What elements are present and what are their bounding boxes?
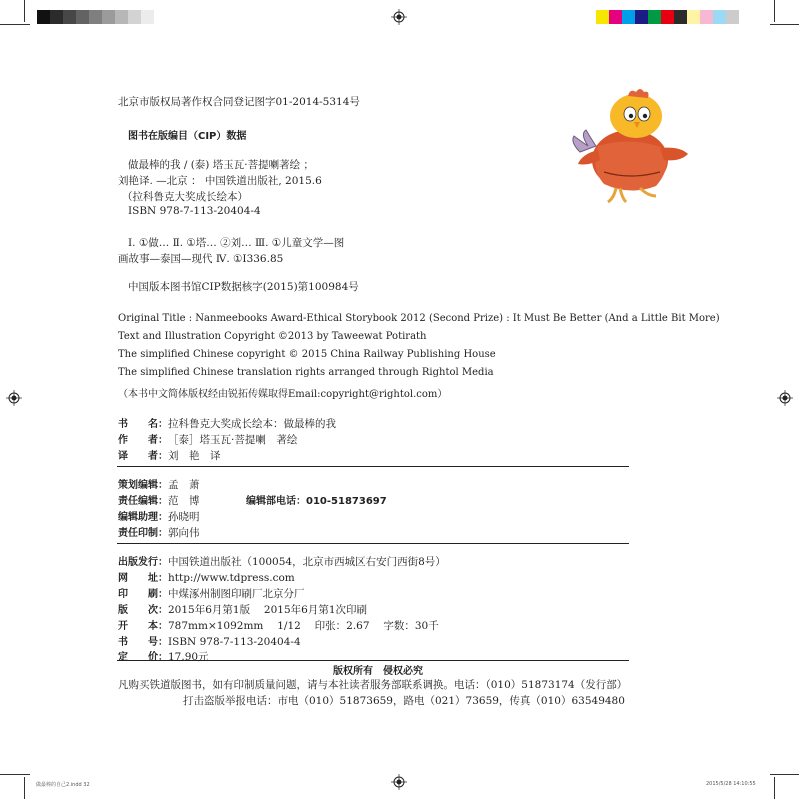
- editor-row: [118, 508, 200, 524]
- color-swatch: [635, 10, 648, 24]
- publishing-row: [118, 601, 367, 617]
- grayscale-calibration-bar: [37, 10, 154, 24]
- english-line: The simplified Chinese translation rights arranged through Rightol Media: [118, 367, 494, 378]
- gray-swatch: [89, 10, 102, 24]
- crop-mark: [24, 777, 25, 799]
- cip-line: （拉科鲁克大奖成长绘本）: [122, 191, 248, 203]
- cip-class-line: 画故事—泰国—现代 Ⅳ. ①I336.85: [118, 253, 284, 265]
- credit-row: [118, 415, 336, 431]
- divider: [117, 543, 629, 544]
- publishing-label: 版 次：: [118, 605, 168, 616]
- gray-swatch: [115, 10, 128, 24]
- timestamp: 2015/5/28 14:10:55: [706, 781, 756, 787]
- color-swatch: [661, 10, 674, 24]
- crop-mark: [774, 777, 775, 799]
- editor-label: 策划编辑：: [118, 480, 168, 491]
- color-swatch: [687, 10, 700, 24]
- cip-line: 刘艳译. —北京 ： 中国铁道出版社, 2015.6: [118, 175, 322, 187]
- editor-row: [118, 492, 200, 508]
- publishing-value: 787mm×1092mm 1/12 印张：2.67 字数：30千: [168, 620, 439, 632]
- english-line: Text and Illustration Copyright ©2013 by Taweewat Potirath: [118, 331, 427, 342]
- credit-value: 拉科鲁克大奖成长绘本：做最棒的我: [168, 418, 336, 430]
- english-line: The simplified Chinese copyright © 2015 China Railway Publishing House: [118, 349, 496, 360]
- credit-value: 刘 艳 译: [168, 450, 221, 462]
- quality-notice: 凡购买铁道版图书，如有印制质量问题，请与本社读者服务部联系调换。电话：（010）51873174（发行部）: [118, 679, 628, 691]
- color-swatch: [609, 10, 622, 24]
- divider: [117, 466, 629, 467]
- publishing-label: 开 本：: [118, 621, 168, 632]
- editor-phone: 编辑部电话：010-51873697: [246, 496, 387, 507]
- publishing-row: [118, 569, 295, 584]
- english-line: Original Title : Nanmeebooks Award-Ethical Storybook 2012 (Second Prize) : It Must Be Better (And a Little Bit More): [118, 313, 720, 324]
- copyright-registration: 北京市版权局著作权合同登记图字01-2014-5314号: [118, 96, 360, 108]
- publishing-value: http://www.tdpress.com: [168, 572, 295, 584]
- cip-line: 做最棒的我 / (泰) 塔玉瓦·菩提喇著绘 ；: [128, 159, 314, 171]
- editor-value: 郭向伟: [168, 527, 200, 539]
- editor-label: 责任编辑：: [118, 496, 168, 507]
- rights-reserved: 版权所有 侵权必究: [333, 666, 423, 677]
- credit-label: 译 者：: [118, 451, 168, 462]
- editor-value: 范 博: [168, 495, 200, 507]
- publishing-row: [118, 633, 301, 648]
- color-swatch: [648, 10, 661, 24]
- crop-mark: [770, 774, 799, 775]
- file-name: 做最棒的自己2.indd 32: [36, 782, 90, 788]
- registration-mark-top-icon: [391, 9, 407, 25]
- publishing-label: 定 价：: [118, 652, 168, 663]
- registration-mark-left-icon: [6, 390, 22, 406]
- publishing-value: ISBN 978-7-113-20404-4: [168, 636, 301, 648]
- cip-verify: 中国版本图书馆CIP数据核字(2015)第100984号: [128, 281, 359, 293]
- publishing-value: 中国铁道出版社（100054，北京市西城区右安门西街8号）: [168, 556, 446, 568]
- registration-mark-bottom-icon: [391, 774, 407, 790]
- gray-swatch: [76, 10, 89, 24]
- cip-class-line: Ⅰ. ①做… Ⅱ. ①塔… ②刘… Ⅲ. ①儿童文学—图: [128, 237, 345, 249]
- cip-line: ISBN 978-7-113-20404-4: [128, 205, 261, 217]
- gray-swatch: [37, 10, 50, 24]
- crop-mark: [0, 24, 30, 25]
- editor-row: [118, 476, 200, 492]
- credit-value: ［泰］塔玉瓦·菩提喇 著绘: [168, 434, 298, 446]
- color-swatch: [596, 10, 609, 24]
- cip-heading: 图书在版编目（CIP）数据: [128, 131, 247, 142]
- color-swatch: [726, 10, 739, 24]
- publishing-row: [118, 553, 446, 569]
- editor-label: 责任印制：: [118, 528, 168, 539]
- color-swatch: [674, 10, 687, 24]
- publishing-label: 印 刷：: [118, 589, 168, 600]
- credit-row: [118, 431, 297, 447]
- divider: [117, 660, 629, 661]
- publishing-row: [118, 648, 209, 664]
- credit-label: 书 名：: [118, 419, 168, 430]
- publishing-value: 中煤涿州制图印刷厂北京分厂: [168, 588, 305, 600]
- crop-mark: [770, 24, 799, 25]
- credit-row: [118, 447, 221, 463]
- registration-mark-right-icon: [777, 390, 793, 406]
- publishing-value: 2015年6月第1版 2015年6月第1次印刷: [168, 604, 368, 616]
- crop-mark: [774, 0, 775, 22]
- piracy-report: 打击盗版举报电话：市电（010）51873659，路电（021）73659，传真（010）63549480: [183, 695, 625, 707]
- chick-illustration: [568, 88, 698, 208]
- editor-row: [118, 524, 200, 540]
- gray-swatch: [63, 10, 76, 24]
- publishing-row: [118, 617, 439, 633]
- publishing-row: [118, 585, 305, 601]
- gray-swatch: [50, 10, 63, 24]
- gray-swatch: [102, 10, 115, 24]
- color-calibration-bar: [596, 10, 739, 24]
- publishing-label: 出版发行：: [118, 557, 168, 568]
- color-swatch: [713, 10, 726, 24]
- editor-value: 孙晓明: [168, 511, 200, 523]
- color-swatch: [700, 10, 713, 24]
- gray-swatch: [141, 10, 154, 24]
- publishing-label: 书 号：: [118, 637, 168, 648]
- publishing-label: 网 址：: [118, 573, 168, 584]
- editor-value: 孟 萧: [168, 479, 200, 491]
- color-swatch: [622, 10, 635, 24]
- english-line: （本书中文简体版权经由锐拓传媒取得Email:copyright@rightol.com）: [118, 389, 448, 400]
- editor-label: 编辑助理：: [118, 512, 168, 523]
- crop-mark: [24, 0, 25, 22]
- crop-mark: [0, 774, 30, 775]
- credit-label: 作 者：: [118, 435, 168, 446]
- gray-swatch: [128, 10, 141, 24]
- publishing-value: 17.90元: [168, 651, 209, 663]
